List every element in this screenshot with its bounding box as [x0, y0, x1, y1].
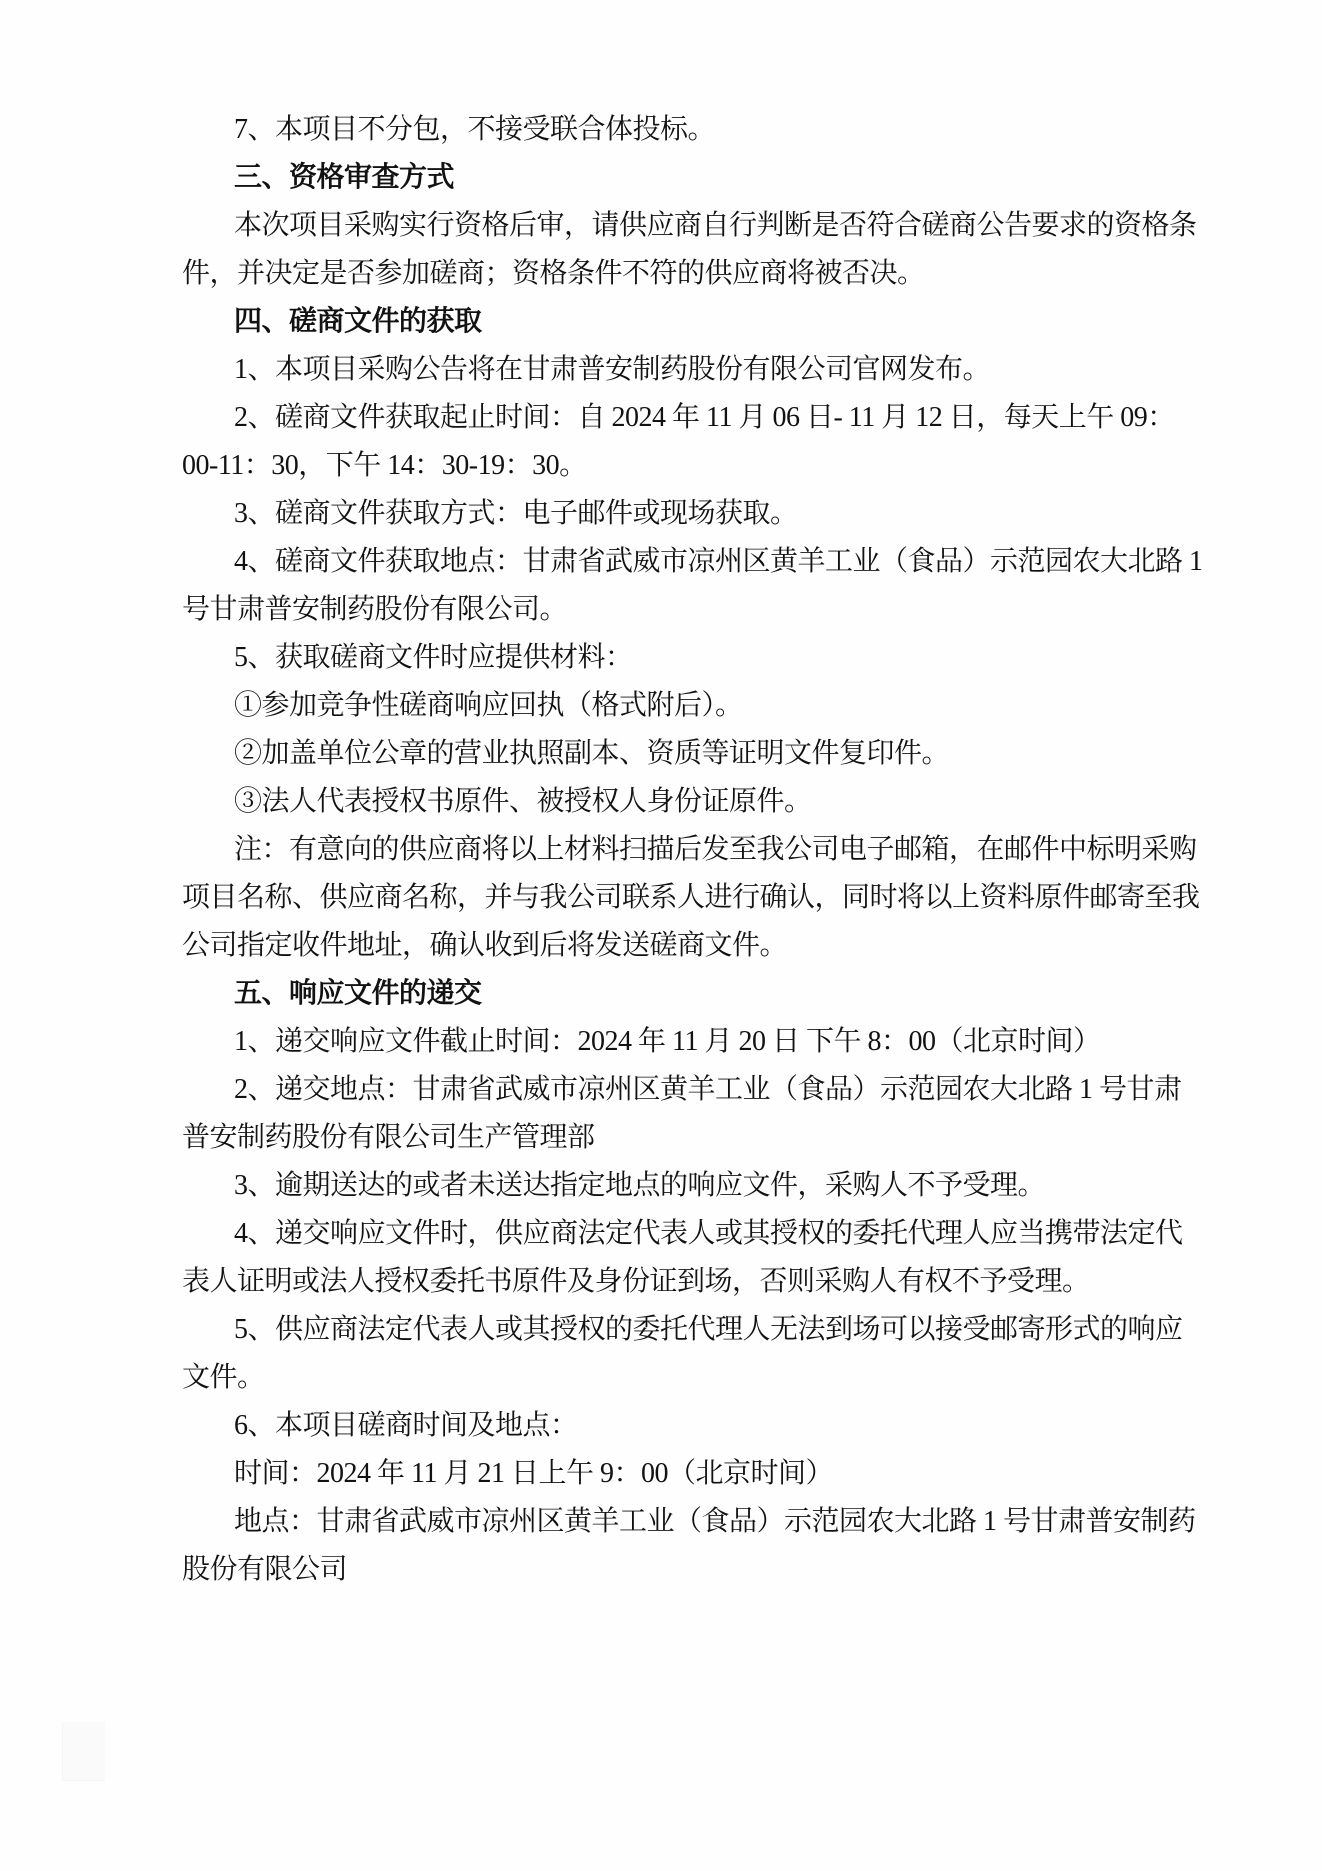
text-line: 7、本项目不分包，不接受联合体投标。	[234, 114, 716, 145]
text-line: 三、资格审查方式	[234, 162, 455, 193]
text-line: ①参加竞争性磋商响应回执（格式附后）。	[234, 690, 743, 721]
text-line: ②加盖单位公章的营业执照副本、资质等证明文件复印件。	[234, 738, 950, 769]
text-line: 件，并决定是否参加磋商；资格条件不符的供应商将被否决。	[182, 258, 925, 289]
text-line: 1、本项目采购公告将在甘肃普安制药股份有限公司官网发布。	[234, 354, 991, 385]
text-line: 四、磋商文件的获取	[234, 306, 482, 337]
text-line: 号甘肃普安制药股份有限公司。	[182, 594, 568, 625]
scan-smudge	[62, 1722, 105, 1781]
text-line: 地点：甘肃省武威市凉州区黄羊工业（食品）示范园农大北路 1 号甘肃普安制药	[234, 1506, 1196, 1537]
text-line: 6、本项目磋商时间及地点：	[234, 1410, 578, 1441]
text-line: 2、磋商文件获取起止时间：自 2024 年 11 月 06 日- 11 月 12 日，每天上午 09：	[234, 402, 1175, 433]
text-line: 本次项目采购实行资格后审，请供应商自行判断是否符合磋商公告要求的资格条	[234, 210, 1197, 241]
text-line: 3、磋商文件获取方式：电子邮件或现场获取。	[234, 498, 798, 529]
text-line: 5、获取磋商文件时应提供材料：	[234, 642, 633, 673]
text-line: 普安制药股份有限公司生产管理部	[182, 1122, 595, 1153]
text-line: 1、递交响应文件截止时间：2024 年 11 月 20 日 下午 8：00（北京时间）	[234, 1026, 1101, 1057]
text-line: 3、逾期送达的或者未送达指定地点的响应文件，采购人不予受理。	[234, 1170, 1046, 1201]
text-line: 文件。	[182, 1362, 265, 1393]
text-line: 项目名称、供应商名称，并与我公司联系人进行确认，同时将以上资料原件邮寄至我	[182, 882, 1200, 913]
document-body	[182, 106, 1203, 1594]
text-line: ③法人代表授权书原件、被授权人身份证原件。	[234, 786, 812, 817]
text-line: 表人证明或法人授权委托书原件及身份证到场，否则采购人有权不予受理。	[182, 1266, 1090, 1297]
text-line: 时间：2024 年 11 月 21 日上午 9：00（北京时间）	[234, 1458, 833, 1489]
text-line: 4、磋商文件获取地点：甘肃省武威市凉州区黄羊工业（食品）示范园农大北路 1	[234, 546, 1203, 577]
text-line: 公司指定收件地址，确认收到后将发送磋商文件。	[182, 930, 788, 961]
text-line: 股份有限公司	[182, 1554, 348, 1585]
text-line: 5、供应商法定代表人或其授权的委托代理人无法到场可以接受邮寄形式的响应	[234, 1314, 1183, 1345]
text-line: 注：有意向的供应商将以上材料扫描后发至我公司电子邮箱，在邮件中标明采购	[234, 834, 1197, 865]
text-line: 2、递交地点：甘肃省武威市凉州区黄羊工业（食品）示范园农大北路 1 号甘肃	[234, 1074, 1182, 1105]
text-line: 4、递交响应文件时，供应商法定代表人或其授权的委托代理人应当携带法定代	[234, 1218, 1183, 1249]
text-line: 五、响应文件的递交	[234, 978, 482, 1009]
text-line: 00-11：30，下午 14：30-19：30。	[182, 450, 587, 481]
